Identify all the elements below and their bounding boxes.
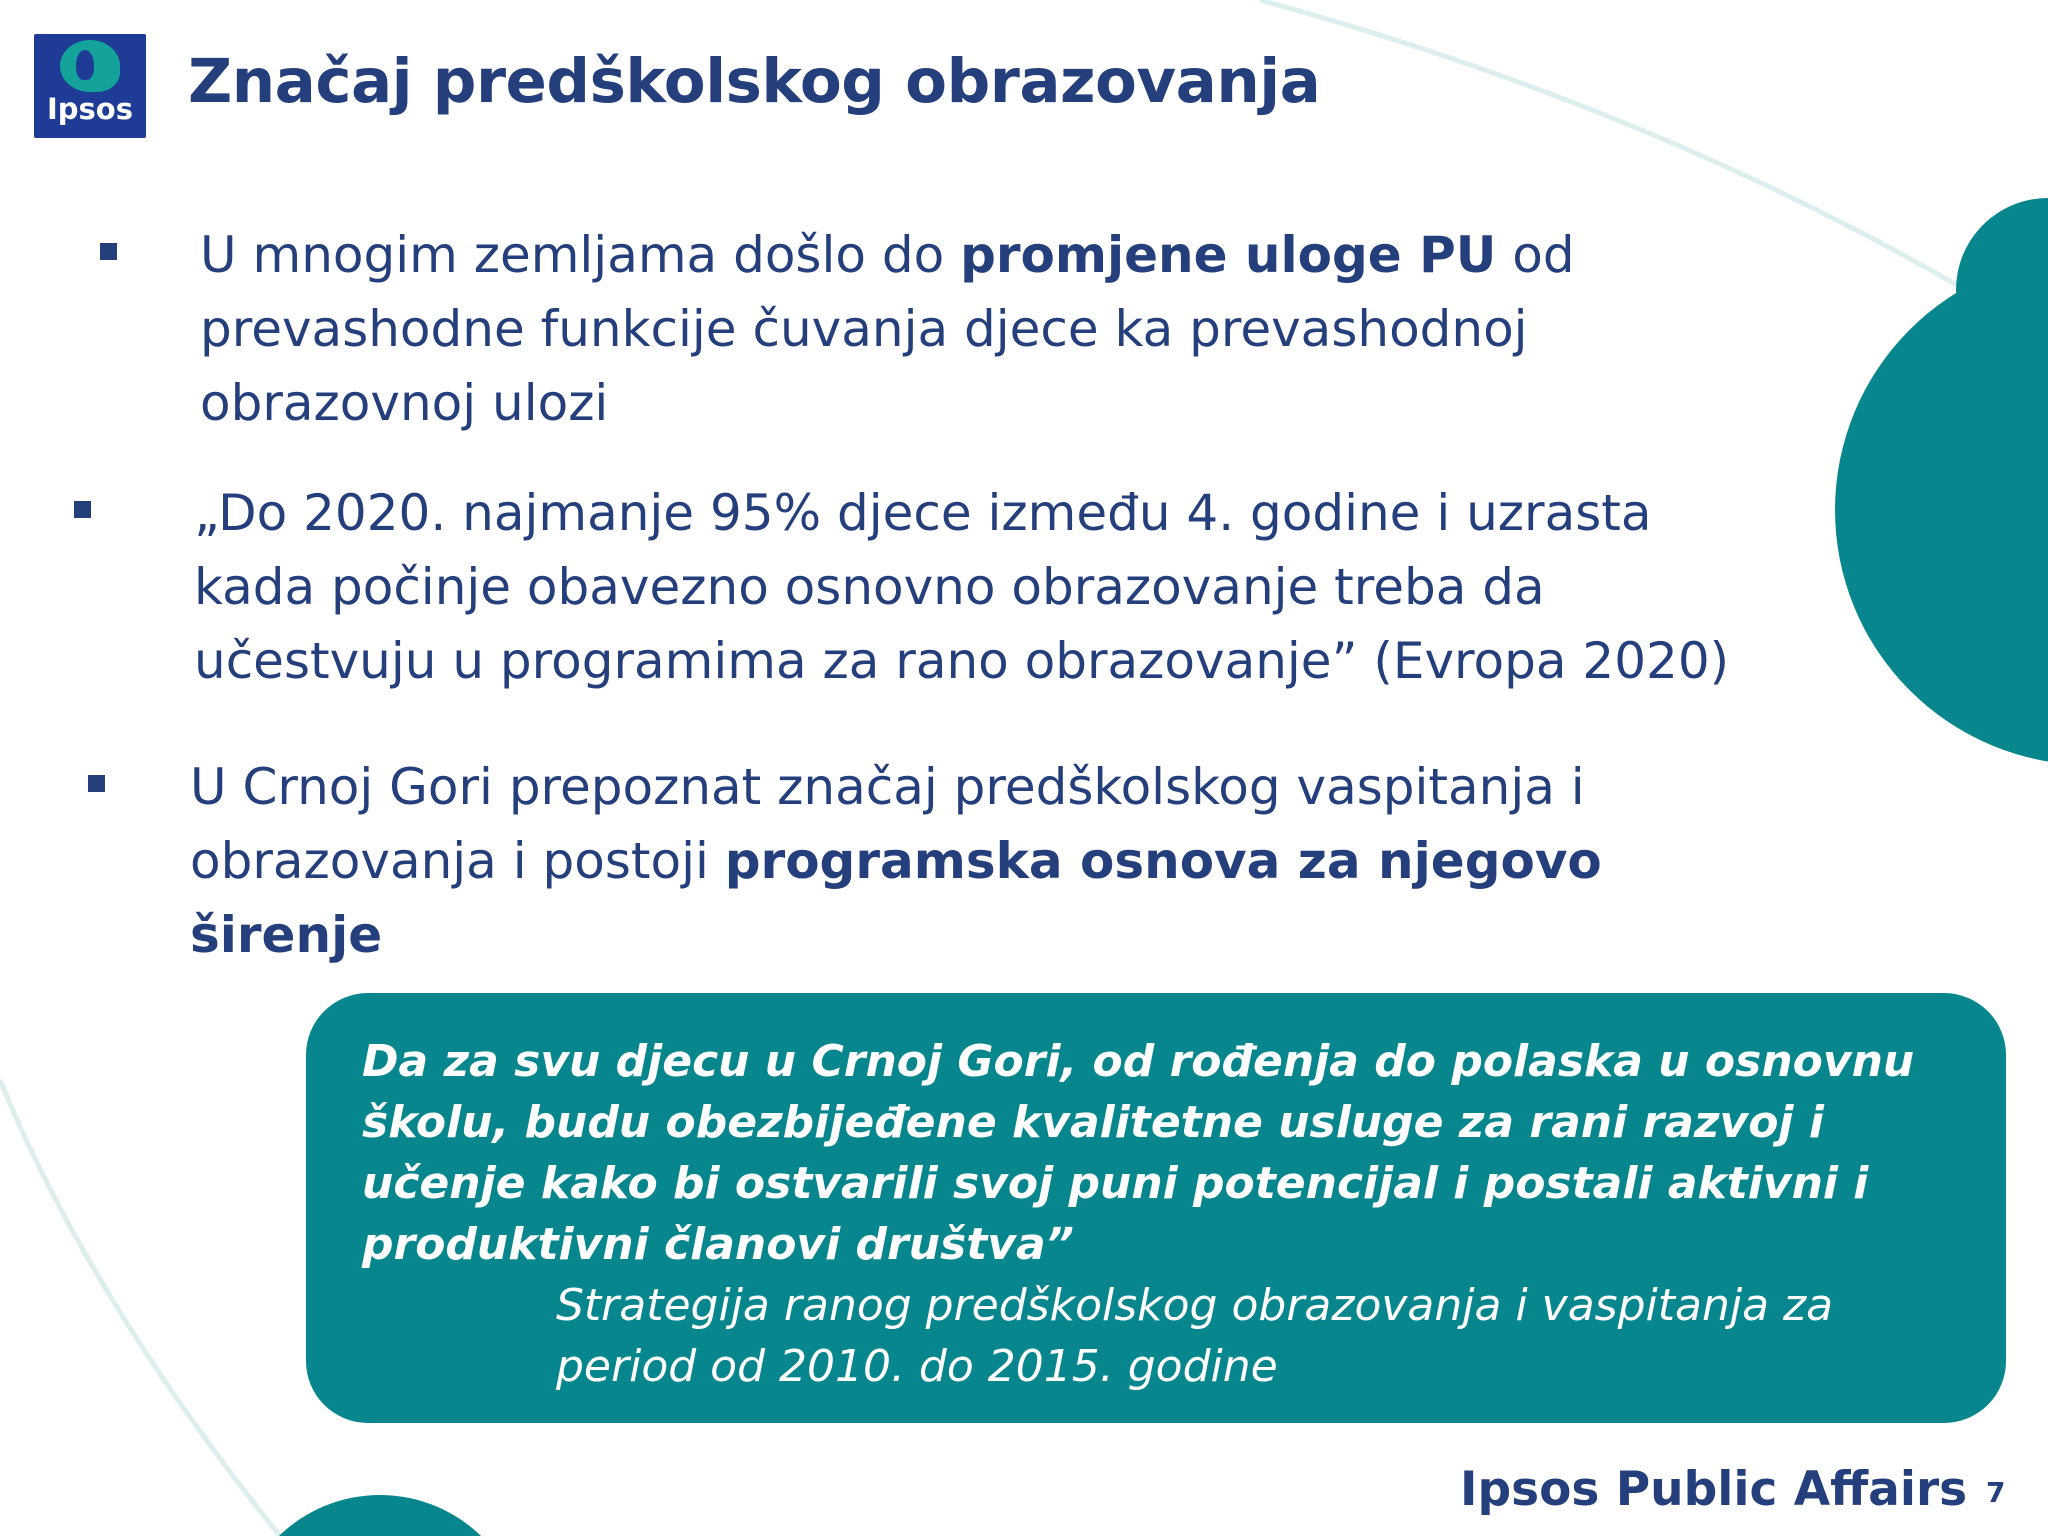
quote-line: produktivni članovi društva” — [362, 1219, 1074, 1270]
decorative-circle-small — [1956, 198, 2048, 382]
bullet-2-line-2: kada počinje obavezno osnovno obrazovanje treba da — [194, 558, 1545, 616]
quote-line: učenje kako bi ostvarili svoj puni potencijal i postali aktivni i — [362, 1158, 1869, 1209]
square-bullet-icon — [88, 775, 105, 792]
bullet-2-text — [194, 476, 1729, 698]
logo-emblem — [60, 40, 120, 92]
bullet-2-line-1: „Do 2020. najmanje 95% djece između 4. godine i uzrasta — [194, 484, 1652, 542]
quote-box — [306, 993, 2006, 1423]
quote-source — [556, 1275, 1976, 1397]
ipsos-logo-icon — [34, 34, 146, 138]
quote-source-line: period od 2010. do 2015. godine — [556, 1341, 1278, 1392]
quote-source-line: Strategija ranog predškolskog obrazovanja i vaspitanja za — [556, 1280, 1834, 1331]
bullet-2-line-3: učestvuju u programima za rano obrazovanje” (Evropa 2020) — [194, 632, 1730, 690]
footer-brand: Ipsos Public Affairs — [1460, 1462, 1968, 1517]
decorative-circle-large — [1835, 255, 2048, 765]
bullet-3-line-2: obrazovanja i postoji programska osnova za njegovo — [190, 832, 1602, 890]
decorative-circle-bottom — [235, 1495, 525, 1536]
square-bullet-icon — [74, 501, 91, 518]
slide-title: Značaj predškolskog obrazovanja — [188, 46, 1321, 117]
quote-line: Da za svu djecu u Crnoj Gori, od rođenja do polaska u osnovnu — [362, 1036, 1915, 1087]
background-arc-bottom — [0, 1080, 280, 1536]
bullet-3-line-1: U Crnoj Gori prepoznat značaj predškolskog vaspitanja i — [190, 758, 1585, 816]
page-number: 7 — [1986, 1476, 2006, 1509]
bullet-1-text — [200, 218, 1575, 440]
bullet-1-line-1: U mnogim zemljama došlo do promjene uloge PU od — [200, 226, 1575, 284]
bullet-1-line-3: obrazovnoj ulozi — [200, 374, 609, 432]
bullet-3-line-3: širenje — [190, 906, 383, 964]
bullet-1-line-2: prevashodne funkcije čuvanja djece ka prevashodnoj — [200, 300, 1528, 358]
quote-text — [362, 1031, 1982, 1275]
quote-line: školu, budu obezbijeđene kvalitetne usluge za rani razvoj i — [362, 1097, 1824, 1148]
logo-text: Ipsos — [47, 92, 133, 126]
square-bullet-icon — [100, 243, 117, 260]
bullet-3-text — [190, 750, 1602, 972]
